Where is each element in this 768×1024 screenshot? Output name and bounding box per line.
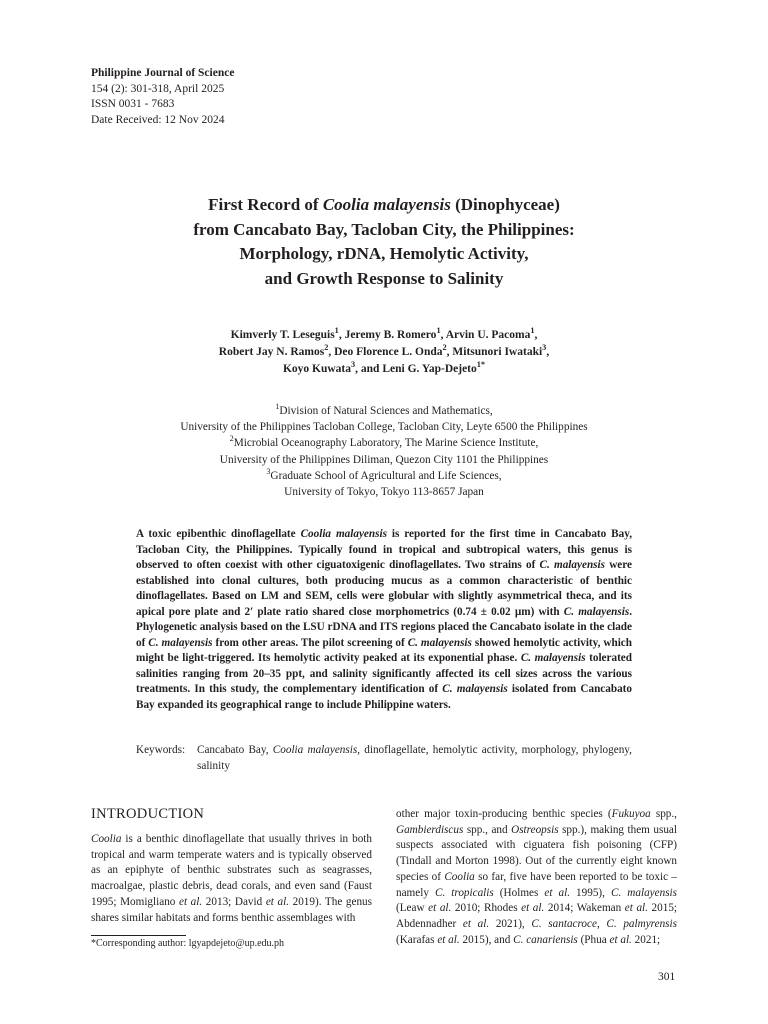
title-species: Coolia malayensis [322,195,451,214]
date-received: Date Received: 12 Nov 2024 [91,113,225,126]
author-name: Mitsunori Iwataki [452,346,543,358]
journal-volume: 154 (2): 301-318, April 2025 [91,82,225,95]
title-line-2: from Cancabato Bay, Tacloban City, the Philippines: [193,219,575,239]
journal-header [91,66,234,128]
journal-issn: ISSN 0031 - 7683 [91,98,175,110]
title-line-4: and Growth Response to Salinity [264,268,504,288]
keywords-list: Cancabato Bay, Coolia malayensis, dinoflagellate, hemolytic activity, morphology, phylogeny, salinity [197,744,632,772]
body-column-left: Coolia is a benthic dinoflagellate that usually thrives in both tropical and warm temperate waters and is typically observed as an epiphyte of benthic substrates such as seagrasses, macroalgae, plastic debris, dead corals, and even sand (Faust 1995; Momigliano et al. 2013; David et al. 2019). The genus shares similar habitats and forms benthic assemblages with [91,833,372,924]
author-list: Kimverly T. Leseguis$^1$, Jeremy B. Romero$^1$, Arvin U. Pacoma$^1$, Robert Jay N. Ramos$^2$, Deo Florence L. Onda$^2$, Mitsunori Iwataki$^3$, Koyo Kuwata$^3$, and Leni G. Yap-Dejeto$^{1*}$ [218,325,550,375]
affiliations: $^1$Division of Natural Sciences and Mathematics, University of the Philippines Tacloban College, Tacloban City, Leyte 6500 the Philippines $^2$Microbial Oceanography Laboratory, The Marine Science Institute, University of the Philippines Diliman, Quezon City 1101 the Philippines $^3$Graduate School of Agricultural and Life Sciences, University of Tokyo, Tokyo 113-8657 Japan [90,403,678,500]
author-name: Kimverly T. Leseguis [230,329,335,341]
corresponding-author-footnote: *Corresponding author: lgyapdejeto@up.edu.ph [91,938,285,949]
affiliation-2: $^2$Microbial Oceanography Laboratory, The Marine Science Institute, [229,434,539,450]
footnote-divider [91,935,186,936]
keywords [136,743,632,774]
page-number: 301 [658,971,676,983]
journal-name: Philippine Journal of Science [91,67,235,79]
author-name: Koyo Kuwata [282,363,352,375]
author-name: Deo Florence L. Onda [334,346,443,358]
title-line-3: Morphology, rDNA, Hemolytic Activity, [239,244,529,263]
body-column-right: other major toxin-producing benthic species (Fukuyoa spp., Gambierdiscus spp., and Ostreopsis spp.), making them usual suspects associated with ciguatera fish poisoning (CFP) (Tindall and Morton 1998). Out of the currently eight known species of Coolia so far, five have been reported to be toxic – namely C. tropicalis (Holmes et al. 1995), C. malayensis (Leaw et al. 2010; Rhodes et al. 2014; Wakeman et al. 2015; Abdennadher et al. 2021), C. santacroce, C. palmyrensis (Karafas et al. 2015), and C. canariensis (Phua et al. 2021; [396,808,678,946]
affiliation-1: $^1$Division of Natural Sciences and Mathematics, [275,401,493,417]
section-heading-introduction: INTRODUCTION [91,806,205,822]
title-line-1: First Record of Coolia malayensis (Dinophyceae) [208,195,560,214]
affiliation-3: $^3$Graduate School of Agricultural and Life Sciences, [266,466,502,482]
keywords-label: Keywords: [136,744,186,756]
author-name: Leni G. Yap-Dejeto [382,363,477,375]
author-name: Robert Jay N. Ramos [218,346,325,358]
abstract: A toxic epibenthic dinoflagellate Coolia malayensis is reported for the first time in Cancabato Bay, Tacloban City, the Philippines. Typically found in tropical and subtropical waters, this genus is observed to often coexist with other ciguatoxigenic dinoflagellates. Two strains of C. malayensis were established into clonal cultures, both producing mucus as a common characteristic of benthic dinoflagellates. Based on LM and SEM, cells were globular with slightly asymmetrical theca, and its apical pore plate and 2′ plate ratio shared close morphometrics (0.74 ± 0.02 µm) with C. malayensis. Phylogenetic analysis based on the LSU rDNA and ITS regions placed the Cancabato isolate in the clade of C. malayensis from other areas. The pilot screening of C. malayensis showed hemolytic activity, which might be light-triggered. Its hemolytic activity peaked at its exponential phase. C. malayensis tolerated salinities ranging from 20–35 ppt, and salinity significantly affected its cell sizes across the various treatments. In this study, the complementary identification of C. malayensis isolated from Cancabato Bay expanded its geographical range to include Philippine waters. [136,528,632,711]
author-name: Jeremy B. Romero [344,329,437,341]
paper-title [80,193,688,291]
author-name: Arvin U. Pacoma [445,329,531,341]
